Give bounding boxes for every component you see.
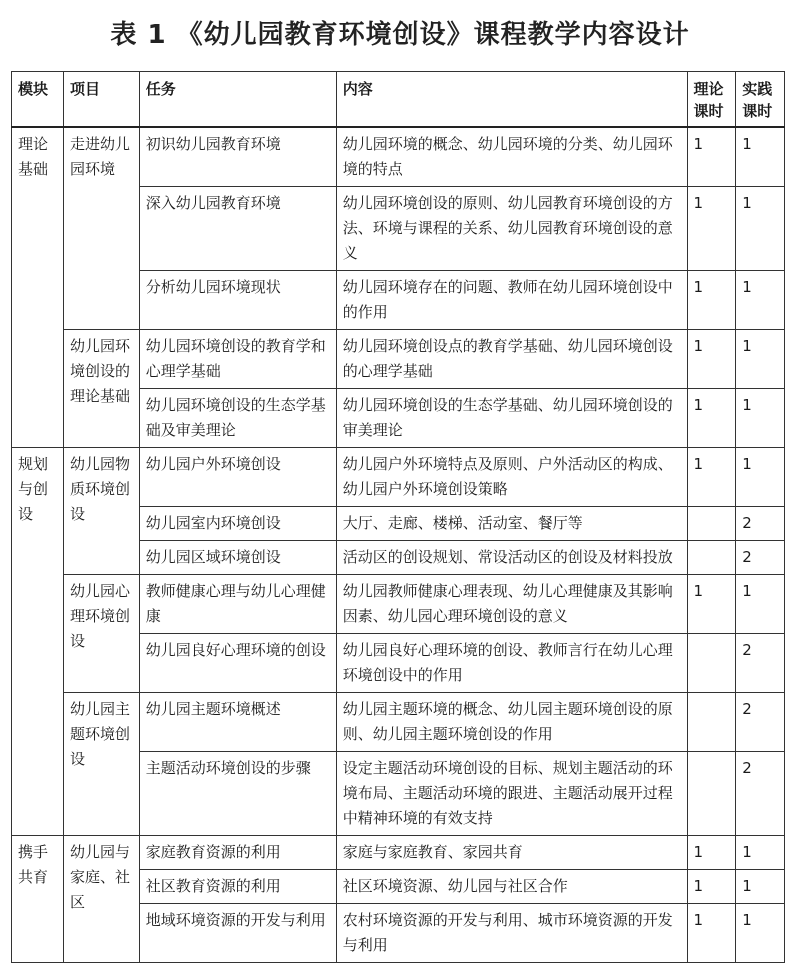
practice-hours-cell: 1	[736, 330, 785, 389]
header-task: 任务	[139, 72, 336, 128]
practice-hours-cell: 1	[736, 187, 785, 271]
task-cell: 初识幼儿园教育环境	[139, 127, 336, 187]
practice-hours-cell: 1	[736, 575, 785, 634]
project-cell: 幼儿园与家庭、社区	[63, 836, 139, 963]
module-cell: 规划与创设	[12, 448, 64, 836]
task-cell: 分析幼儿园环境现状	[139, 271, 336, 330]
task-cell: 社区教育资源的利用	[139, 870, 336, 904]
content-cell: 幼儿园良好心理环境的创设、教师言行在幼儿心理环境创设中的作用	[336, 634, 687, 693]
theory-hours-cell: 1	[687, 271, 736, 330]
theory-hours-cell: 1	[687, 127, 736, 187]
task-cell: 深入幼儿园教育环境	[139, 187, 336, 271]
task-cell: 教师健康心理与幼儿心理健康	[139, 575, 336, 634]
practice-hours-cell: 2	[736, 752, 785, 836]
module-cell: 携手共育	[12, 836, 64, 963]
content-cell: 幼儿园环境创设的生态学基础、幼儿园环境创设的审美理论	[336, 389, 687, 448]
theory-hours-cell	[687, 693, 736, 752]
practice-hours-cell: 1	[736, 836, 785, 870]
practice-hours-cell: 1	[736, 271, 785, 330]
theory-hours-cell: 1	[687, 575, 736, 634]
content-cell: 幼儿园户外环境特点及原则、户外活动区的构成、幼儿园户外环境创设策略	[336, 448, 687, 507]
content-cell: 农村环境资源的开发与利用、城市环境资源的开发与利用	[336, 904, 687, 963]
project-cell: 幼儿园主题环境创设	[63, 693, 139, 836]
table-row	[12, 836, 785, 870]
content-cell: 幼儿园教师健康心理表现、幼儿心理健康及其影响因素、幼儿园心理环境创设的意义	[336, 575, 687, 634]
content-cell: 幼儿园环境创设点的教育学基础、幼儿园环境创设的心理学基础	[336, 330, 687, 389]
practice-hours-cell: 2	[736, 693, 785, 752]
practice-hours-cell: 1	[736, 389, 785, 448]
task-cell: 幼儿园主题环境概述	[139, 693, 336, 752]
header-theory-hours: 理论课时	[687, 72, 736, 128]
header-project: 项目	[63, 72, 139, 128]
content-cell: 社区环境资源、幼儿园与社区合作	[336, 870, 687, 904]
project-cell: 幼儿园心理环境创设	[63, 575, 139, 693]
theory-hours-cell	[687, 634, 736, 693]
practice-hours-cell: 2	[736, 634, 785, 693]
theory-hours-cell: 1	[687, 448, 736, 507]
content-cell: 幼儿园主题环境的概念、幼儿园主题环境创设的原则、幼儿园主题环境创设的作用	[336, 693, 687, 752]
table-row	[12, 448, 785, 507]
theory-hours-cell: 1	[687, 389, 736, 448]
content-cell: 大厅、走廊、楼梯、活动室、餐厅等	[336, 507, 687, 541]
content-cell: 家庭与家庭教育、家园共育	[336, 836, 687, 870]
table-row	[12, 693, 785, 752]
project-cell: 幼儿园物质环境创设	[63, 448, 139, 575]
practice-hours-cell: 1	[736, 127, 785, 187]
theory-hours-cell: 1	[687, 904, 736, 963]
task-cell: 主题活动环境创设的步骤	[139, 752, 336, 836]
task-cell: 幼儿园环境创设的生态学基础及审美理论	[139, 389, 336, 448]
content-cell: 幼儿园环境存在的问题、教师在幼儿园环境创设中的作用	[336, 271, 687, 330]
header-module: 模块	[12, 72, 64, 128]
header-content: 内容	[336, 72, 687, 128]
practice-hours-cell: 2	[736, 507, 785, 541]
task-cell: 家庭教育资源的利用	[139, 836, 336, 870]
theory-hours-cell: 1	[687, 187, 736, 271]
task-cell: 幼儿园良好心理环境的创设	[139, 634, 336, 693]
task-cell: 幼儿园环境创设的教育学和心理学基础	[139, 330, 336, 389]
task-cell: 幼儿园户外环境创设	[139, 448, 336, 507]
course-content-table	[11, 71, 785, 963]
content-cell: 活动区的创设规划、常设活动区的创设及材料投放	[336, 541, 687, 575]
theory-hours-cell	[687, 541, 736, 575]
table-row	[12, 575, 785, 634]
content-cell: 设定主题活动环境创设的目标、规划主题活动的环境布局、主题活动环境的跟进、主题活动展开过程中精神环境的有效支持	[336, 752, 687, 836]
task-cell: 幼儿园室内环境创设	[139, 507, 336, 541]
theory-hours-cell	[687, 507, 736, 541]
content-cell: 幼儿园环境的概念、幼儿园环境的分类、幼儿园环境的特点	[336, 127, 687, 187]
table-row	[12, 330, 785, 389]
project-cell: 走进幼儿园环境	[63, 127, 139, 330]
practice-hours-cell: 1	[736, 870, 785, 904]
task-cell: 幼儿园区域环境创设	[139, 541, 336, 575]
header-row	[12, 72, 785, 128]
header-practice-hours: 实践课时	[736, 72, 785, 128]
project-cell: 幼儿园环境创设的理论基础	[63, 330, 139, 448]
table-caption: 表 1 《幼儿园教育环境创设》课程教学内容设计	[110, 20, 690, 50]
practice-hours-cell: 1	[736, 904, 785, 963]
practice-hours-cell: 2	[736, 541, 785, 575]
theory-hours-cell	[687, 752, 736, 836]
theory-hours-cell: 1	[687, 330, 736, 389]
theory-hours-cell: 1	[687, 836, 736, 870]
theory-hours-cell: 1	[687, 870, 736, 904]
table-row	[12, 127, 785, 187]
content-cell: 幼儿园环境创设的原则、幼儿园教育环境创设的方法、环境与课程的关系、幼儿园教育环境创设的意义	[336, 187, 687, 271]
task-cell: 地域环境资源的开发与利用	[139, 904, 336, 963]
module-cell: 理论基础	[12, 127, 64, 448]
practice-hours-cell: 1	[736, 448, 785, 507]
